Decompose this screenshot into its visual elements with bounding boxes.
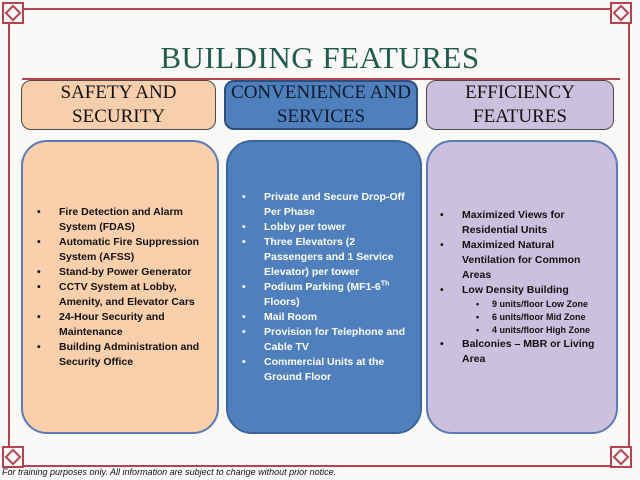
corner-ornament-icon <box>2 446 24 468</box>
convenience-list <box>228 190 420 385</box>
list-item-parking <box>264 280 406 310</box>
list-item: • Commercial Units at the Ground Floor <box>264 355 406 385</box>
parking-superscript: Th <box>380 280 390 287</box>
list-item: • Fire Detection and Alarm System (FDAS) <box>59 205 205 235</box>
convenience-heading: CONVENIENCE AND SERVICES <box>224 80 418 130</box>
convenience-panel <box>226 140 422 434</box>
sub-list-item: • 6 units/floor Mid Zone <box>462 311 606 324</box>
footnote: For training purposes only. All information are subject to change without prior notice. <box>2 467 337 477</box>
list-item: • 24-Hour Security and Maintenance <box>59 310 205 340</box>
corner-ornament-icon <box>610 446 632 468</box>
list-item: • Low Density Building <box>462 283 606 298</box>
sub-list-item: • 9 units/floor Low Zone <box>462 298 606 311</box>
list-item: • Mail Room <box>264 310 406 325</box>
page-title: BUILDING FEATURES <box>160 40 480 75</box>
safety-heading: SAFETY AND SECURITY <box>21 80 216 130</box>
corner-ornament-icon <box>610 2 632 24</box>
efficiency-panel <box>426 140 618 434</box>
efficiency-list <box>428 208 616 367</box>
corner-ornament-icon <box>2 2 24 24</box>
list-item: • Automatic Fire Suppression System (AFSS) <box>59 235 205 265</box>
list-item: • Provision for Telephone and Cable TV <box>264 325 406 355</box>
parking-text: Podium Parking (MF1-6 <box>264 280 381 293</box>
sub-list-item: • 4 units/floor High Zone <box>462 324 606 337</box>
safety-list <box>23 205 217 370</box>
list-item: • Stand-by Power Generator <box>59 265 205 280</box>
list-item: • Balconies – MBR or Living Area <box>462 337 606 367</box>
list-item: • Lobby per tower <box>264 220 406 235</box>
list-item: • Three Elevators (2 Passengers and 1 Service Elevator) per tower <box>264 235 406 280</box>
parking-text-tail: Floors) <box>264 295 300 308</box>
efficiency-heading: EFFICIENCY FEATURES <box>426 80 614 130</box>
list-item: • Maximized Natural Ventilation for Common Areas <box>462 238 606 283</box>
list-item: • Private and Secure Drop-Off Per Phase <box>264 190 406 220</box>
safety-panel <box>21 140 219 434</box>
list-item: • Building Administration and Security Office <box>59 340 205 370</box>
list-item: • CCTV System at Lobby, Amenity, and Elevator Cars <box>59 280 205 310</box>
list-item: • Maximized Views for Residential Units <box>462 208 606 238</box>
